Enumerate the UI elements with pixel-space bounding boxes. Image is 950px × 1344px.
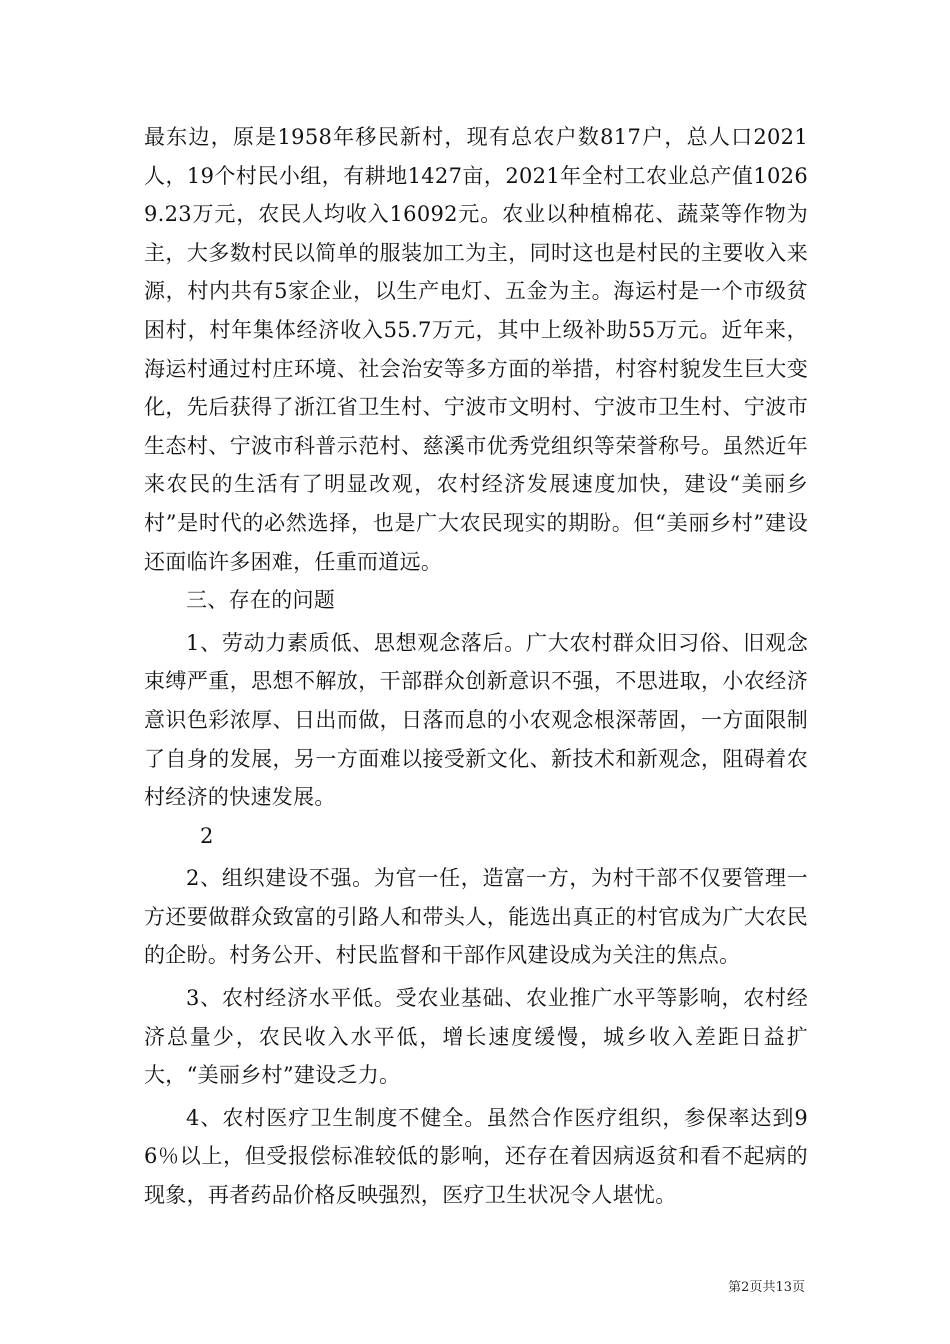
inline-page-number: 2 [200, 823, 214, 848]
intro-paragraph: 最东边，原是1958年移民新村，现有总农户数817户，总人口2021人，19个村民小组，有耕地1427亩，2021年全村工农业总产值10269.23万元，农民人均收入16092元。农业以种植棉花、蔬菜等作物为主，大多数村民以简单的服装加工为主，同时这也是村民的主要收入来源，村内共有5家企业，以生产电灯、五金为主。海运村是一个市级贫困村，村年集体经济收入55.7万元，其中上级补助55万元。近年来，海运村通过村庄环境、社会治安等多方面的举措，村容村貌发生巨大变化，先后获得了浙江省卫生村、宁波市文明村、宁波市卫生村、宁波市生态村、宁波市科普示范村、慈溪市优秀党组织等荣誉称号。虽然近年来农民的生活有了明显改观，农村经济发展速度加快，建设“美丽乡村”是时代的必然选择，也是广大农民现实的期盼。但“美丽乡村”建设还面临许多困难，任重而道远。 [144, 125, 808, 574]
issue-paragraph-2: 2、组织建设不强。为官一任，造富一方，为村干部不仅要管理一方还要做群众致富的引路人和带头人，能选出真正的村官成为广大农民的企盼。村务公开、村民监督和干部作风建设成为关注的焦点。 [144, 866, 808, 968]
issue-paragraph-3: 3、农村经济水平低。受农业基础、农业推广水平等影响，农村经济总量少，农民收入水平低，增长速度缓慢，城乡收入差距日益扩大，“美丽乡村”建设乏力。 [144, 986, 808, 1088]
issue-paragraph-4: 4、农村医疗卫生制度不健全。虽然合作医疗组织，参保率达到96％以上，但受报偿标准较低的影响，还存在着因病返贫和看不起病的现象，再者药品价格反映强烈，医疗卫生状况令人堪忧。 [144, 1105, 808, 1208]
page-footer-indicator: 第2页共13页 [728, 1280, 805, 1295]
issue-paragraph-1: 1、劳动力素质低、思想观念落后。广大农村群众旧习俗、旧观念束缚严重，思想不解放，干部群众创新意识不强，不思进取，小农经济意识色彩浓厚、日出而做，日落而息的小农观念根深蒂固，一方面限制了自身的发展，另一方面难以接受新文化、新技术和新观念，阻碍着农村经济的快速发展。 [144, 630, 808, 810]
document-body [144, 118, 808, 1215]
section-heading: 三、存在的问题 [186, 588, 336, 613]
